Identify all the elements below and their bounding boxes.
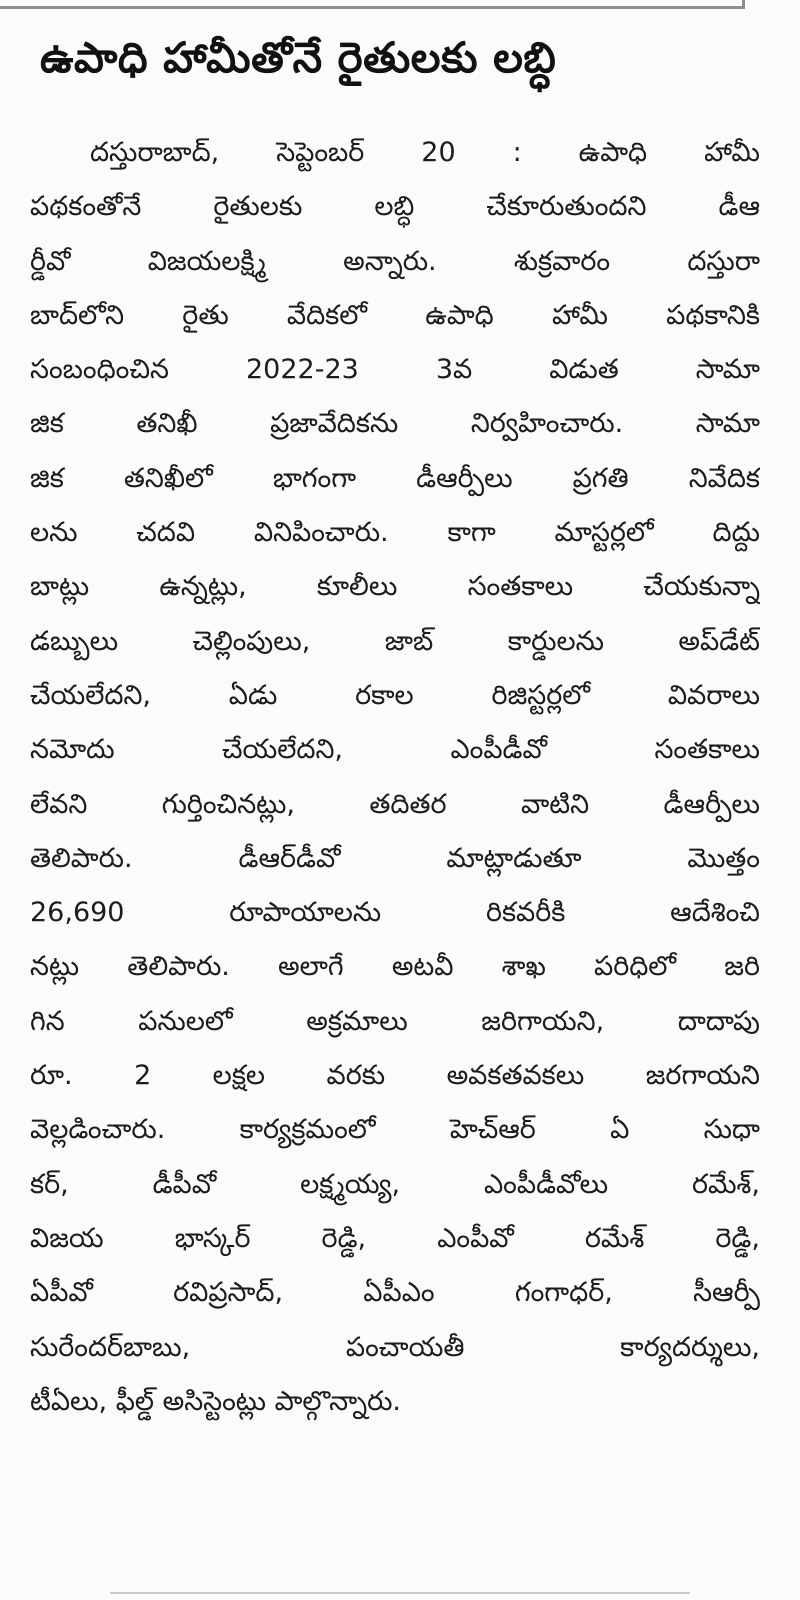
article-line: లను చదవి వినిపించారు. కాగా మాస్టర్లలో దిద్దు xyxy=(30,517,760,549)
article-line: రూ. 2 లక్షల వరకు అవకతవకలు జరగాయని xyxy=(30,1060,760,1092)
headline: ఉపాధి హామీతోనే రైతులకు లబ్ధి xyxy=(40,33,557,82)
article-body xyxy=(30,126,760,1429)
article-line: లేవని గుర్తించినట్లు, తదితర వాటిని డీఆర్పీలు xyxy=(30,788,760,820)
article-line: దస్తురాబాద్, సెప్టెంబర్ 20 : ఉపాధి హామీ xyxy=(90,137,760,168)
article-line: బాద్‌లోని రైతు వేదికలో ఉపాధి హామీ పథకానికి xyxy=(30,299,760,331)
article-line: గిన పనులలో అక్రమాలు జరిగాయని, దాదాపు xyxy=(30,1005,760,1037)
article-line: చేయలేదని, ఏడు రకాల రిజిస్టర్లలో వివరాలు xyxy=(30,679,760,711)
article-line: పథకంతోనే రైతులకు లబ్ధి చేకూరుతుందని డీఆ xyxy=(30,191,760,223)
article-line: డబ్బులు చెల్లింపులు, జాబ్ కార్డులను అప్‌డేట్ xyxy=(30,625,760,657)
article-line: 26,690 రూపాయాలను రికవరీకి ఆదేశించి xyxy=(30,897,760,929)
top-border-rule xyxy=(0,6,745,9)
article-line: సంబంధించిన 2022-23 3వ విడుత సామా xyxy=(30,354,760,386)
article-line: జిక తనిఖీ ప్రజావేదికను నిర్వహించారు. సామా xyxy=(30,408,760,440)
article-line: జిక తనిఖీలో భాగంగా డీఆర్పీలు ప్రగతి నివేదిక xyxy=(30,462,760,494)
article-line: తెలిపారు. డీఆర్‌డీవో మాట్లాడుతూ మొత్తం xyxy=(30,842,760,874)
article-line: బాట్లు ఉన్నట్లు, కూలీలు సంతకాలు చేయకున్నా xyxy=(30,571,760,603)
article-line: వెల్లడించారు. కార్యక్రమంలో హెచ్‌ఆర్ ఏ సుధా xyxy=(30,1114,760,1146)
article-line: ఏపీవో రవిప్రసాద్, ఏపీఎం గంగాధర్, సీఆర్పీ xyxy=(30,1277,760,1309)
article-line: ర్డీవో విజయలక్ష్మి అన్నారు. శుక్రవారం దస్తురా xyxy=(30,245,760,277)
article-line: సురేందర్‌బాబు, పంచాయతీ కార్యదర్శులు, xyxy=(30,1331,760,1363)
article-line: కర్, డీపీవో లక్ష్మయ్య, ఎంపీడీవోలు రమేశ్, xyxy=(30,1168,760,1200)
top-border-corner xyxy=(742,0,745,8)
article-line: నమోదు చేయలేదని, ఎంపీడీవో సంతకాలు xyxy=(30,734,760,766)
article-line: టీఏలు, ఫీల్డ్ అసిస్టెంట్లు పాల్గొన్నారు. xyxy=(30,1385,402,1417)
article-line: నట్లు తెలిపారు. అలాగే అటవీ శాఖ పరిధిలో జరి xyxy=(30,951,760,983)
bottom-border-rule xyxy=(110,1592,690,1594)
article-line: విజయ భాస్కర్ రెడ్డి, ఎంపీవో రమేశ్ రెడ్డి, xyxy=(30,1222,760,1254)
